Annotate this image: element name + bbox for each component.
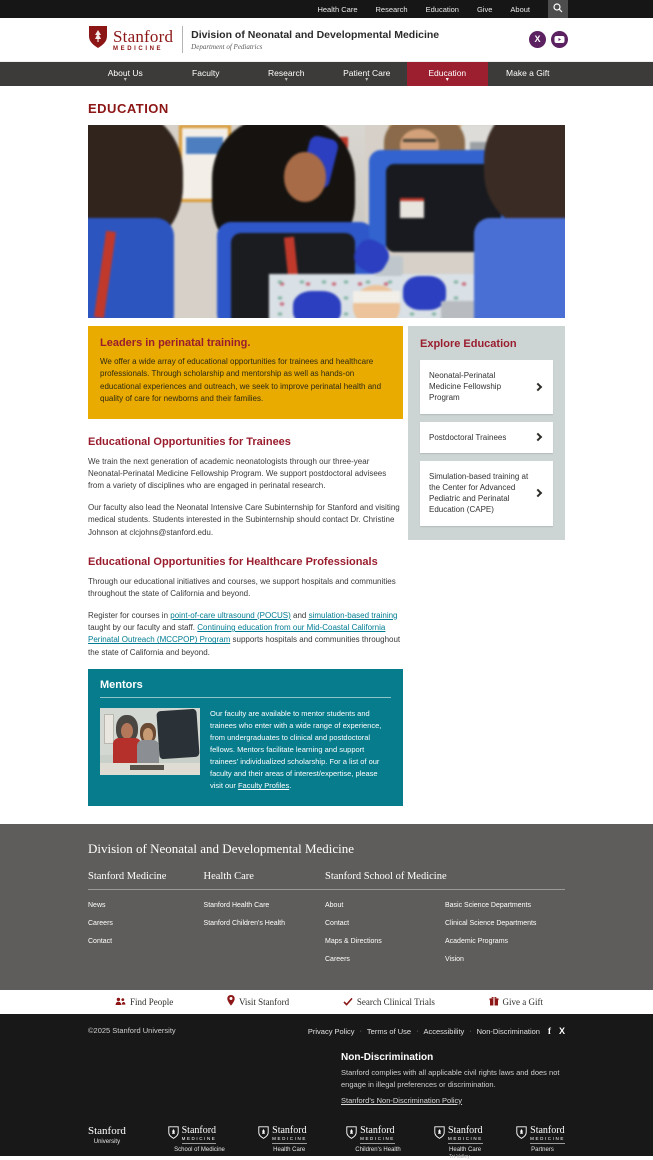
footer-link-item (88, 938, 204, 945)
footer-col-heading: Stanford School of Medicine (325, 871, 447, 883)
logo-subtext: Health Care (273, 1147, 306, 1154)
card-label: Neonatal-Perinatal Medicine Fellowship Program (429, 371, 502, 403)
explore-education-panel (408, 326, 565, 540)
logo-text: MEDICINE (448, 1137, 483, 1145)
main-column (88, 326, 403, 806)
sidebar-card-fellowship[interactable] (420, 360, 553, 414)
search-button[interactable] (548, 0, 568, 18)
logo-text: MEDICINE (530, 1137, 565, 1145)
nav-patient-care[interactable] (327, 62, 408, 86)
nav-label: Research (268, 68, 305, 78)
utility-link-research[interactable]: Research (375, 4, 408, 14)
footer-link-stanford-childrens[interactable]: Stanford Children's Health (203, 920, 286, 928)
footer-division-title: Division of Neonatal and Developmental Medicine (88, 841, 355, 857)
social-links (529, 31, 568, 48)
professionals-paragraph-2 (88, 610, 403, 660)
nav-label: Patient Care (343, 68, 391, 78)
separator: · (469, 1027, 472, 1035)
trainees-paragraph-1: We train the next generation of academic neonatologists through our three-year Neonatal-Perinatal Medicine Fellowship Program. We support postdoctoral advisees from a variety of disciplines who are engaged in perinatal research. (88, 456, 387, 491)
text-segment: Register for courses in (88, 610, 171, 620)
gift-icon (489, 993, 499, 1011)
footer-link-item (204, 920, 325, 927)
utility-bar (0, 0, 653, 18)
global-footer (0, 1014, 653, 1160)
page-content (0, 101, 653, 806)
logo-text: MEDICINE (182, 1137, 217, 1145)
explore-heading: Explore Education (420, 338, 517, 350)
stanford-shield-icon (516, 1126, 527, 1144)
text-segment: supports hospitals and communities throughout the state of California and beyond. (88, 635, 401, 657)
nav-label: Make a Gift (506, 68, 550, 78)
footer-link-item (88, 902, 204, 909)
footer-link-about[interactable]: About (325, 902, 344, 910)
chevron-down-icon: ▾ (123, 77, 127, 83)
wordmark-stanford: Stanford (113, 26, 174, 46)
stanford-shield-icon (434, 1126, 445, 1144)
x-icon: X (534, 34, 541, 44)
sidebar-card-postdoctoral[interactable] (420, 422, 553, 453)
quicklink-label: Find People (130, 997, 174, 1008)
logo-text: Stanford (88, 1124, 126, 1137)
footer-link-basic-science[interactable]: Basic Science Departments (445, 902, 531, 910)
logo-text: Stanford (181, 1124, 217, 1136)
people-icon (115, 993, 126, 1011)
chevron-right-icon (534, 383, 542, 391)
nav-faculty[interactable] (166, 62, 247, 86)
nav-about-us[interactable] (85, 62, 166, 86)
logo-text: University (93, 1138, 121, 1145)
mentors-callout (88, 669, 403, 806)
legal-non-discrimination[interactable]: Non-Discrimination (476, 1026, 540, 1036)
wordmark-medicine: MEDICINE (113, 45, 164, 52)
affiliate-logos (88, 1126, 565, 1160)
masthead (0, 18, 653, 62)
mentors-heading: Mentors (100, 679, 391, 698)
footer-link-stanford-health-care[interactable]: Stanford Health Care (203, 902, 270, 910)
chevron-down-icon: ▾ (445, 77, 449, 83)
nav-label: Education (428, 68, 467, 78)
quicklink-search-clinical-trials[interactable] (343, 993, 435, 1011)
footer-link-item (88, 920, 204, 927)
mentors-body (210, 708, 391, 792)
logo-divider (182, 26, 183, 53)
logo-text: Stanford (360, 1124, 395, 1136)
copyright: ©2025 Stanford University (88, 1026, 176, 1036)
logo-subtext: Tri-Valley (449, 1154, 470, 1160)
footer-col-school-of-medicine (325, 871, 565, 974)
stanford-wordmark (113, 28, 173, 52)
site-identity (191, 29, 439, 51)
utility-link-health-care[interactable]: Health Care (317, 4, 358, 14)
footer-link-item (204, 902, 325, 909)
nav-label: About Us (107, 68, 143, 78)
stanford-shield-icon (88, 25, 108, 54)
nav-make-a-gift[interactable] (488, 62, 569, 86)
stanford-medicine-logo[interactable] (88, 25, 439, 54)
footer-link-item (325, 920, 445, 927)
trainees-heading: Educational Opportunities for Trainees (88, 435, 291, 448)
chevron-down-icon: ▾ (284, 77, 288, 83)
chevron-right-icon (534, 489, 542, 497)
trainees-section (88, 436, 403, 539)
intro-heading: Leaders in perinatal training. (100, 337, 251, 349)
footer-link-item (325, 938, 445, 945)
utility-link-give[interactable]: Give (476, 4, 493, 14)
nav-label: Faculty (192, 68, 220, 78)
text-segment: . (289, 781, 292, 791)
footer-link-maps[interactable]: Maps & Directions (325, 938, 382, 946)
logo-text: MEDICINE (272, 1137, 307, 1145)
logo-subtext: Partners (531, 1147, 554, 1154)
footer-col-heading: Health Care (203, 871, 254, 883)
quicklink-give-a-gift[interactable] (489, 993, 544, 1011)
utility-link-education[interactable]: Education (425, 4, 459, 14)
logo-health-care[interactable] (258, 1126, 307, 1154)
logo-subtext: School of Medicine (174, 1147, 225, 1154)
chevron-down-icon: ▾ (365, 77, 369, 83)
card-label: Postdoctoral Trainees (429, 432, 507, 442)
intro-body: We offer a wide array of educational opportunities for trainees and healthcare professionals. Through scholarship and mentorship as well as hands-on educational experiences and outreach, we seek to improve perinatal health and quality of care for newborns and their families. (100, 357, 382, 404)
search-icon (553, 0, 563, 18)
logo-health-care-tri-valley[interactable] (434, 1126, 483, 1160)
check-icon (343, 993, 353, 1011)
youtube-icon (554, 31, 565, 49)
footer-col-health-care (204, 871, 325, 974)
footer-link-contact[interactable]: Contact (88, 938, 113, 946)
professionals-heading: Educational Opportunities for Healthcare Professionals (88, 555, 378, 568)
quicklink-label: Search Clinical Trials (356, 997, 435, 1008)
quicklink-visit-stanford[interactable] (227, 993, 289, 1011)
footer-link-careers[interactable]: Careers (88, 920, 113, 928)
stanford-shield-icon (346, 1126, 357, 1144)
non-discrimination-block (341, 1052, 571, 1108)
footer-link-careers-som[interactable]: Careers (325, 956, 350, 964)
logo-stanford-university[interactable] (88, 1126, 126, 1145)
stanford-shield-icon (168, 1126, 179, 1144)
nav-research[interactable] (246, 62, 327, 86)
divider (88, 889, 204, 890)
x-social-button[interactable] (529, 31, 546, 48)
intro-callout (88, 326, 403, 419)
professionals-section (88, 556, 403, 659)
hero-scene (88, 125, 565, 318)
logo-childrens-health[interactable] (340, 1126, 401, 1154)
text-segment: Our faculty are available to mentor students and trainees who enter with a wide range of experience, from undergraduates to clinical and postdoctoral fellows. Mentors facilitate learning and support trainees' individualized scholarship. For a list of our faculty and their areas of interest/expertise, please visit our (210, 709, 382, 791)
logo-subtext: Health Care (449, 1147, 482, 1154)
utility-link-about[interactable]: About (510, 4, 530, 14)
logo-text: Stanford (272, 1124, 307, 1136)
facebook-icon[interactable]: f (547, 1026, 551, 1037)
card-label: Simulation-based training at the Center for Advanced Pediatric and Perinatal Education (CAPE) (429, 471, 529, 515)
hero-image (88, 125, 565, 318)
divider (325, 889, 565, 890)
separator: · (416, 1027, 419, 1035)
pocus-link[interactable]: point-of-care ultrasound (POCUS) (170, 610, 291, 620)
logo-text: Stanford (530, 1124, 565, 1136)
sidebar (408, 326, 565, 540)
legal-accessibility[interactable]: Accessibility (423, 1026, 465, 1036)
non-discrimination-policy-link[interactable]: Stanford's Non-Discrimination Policy (341, 1095, 463, 1105)
logo-subtext: Children's Health (355, 1147, 401, 1154)
footer-link-item (325, 956, 445, 963)
sidebar-card-cape[interactable] (420, 461, 553, 526)
text-segment: and (290, 610, 309, 620)
stanford-shield-icon (258, 1126, 269, 1144)
separator: · (359, 1027, 362, 1035)
footer-link-news[interactable]: News (88, 902, 106, 910)
x-icon[interactable]: X (558, 1026, 565, 1037)
simulation-training-link[interactable]: simulation-based training (308, 610, 398, 620)
main-navigation (0, 62, 653, 86)
quicklinks-bar (0, 990, 653, 1014)
legal-terms-of-use[interactable]: Terms of Use (366, 1026, 412, 1036)
legal-privacy-policy[interactable]: Privacy Policy (307, 1026, 355, 1036)
footer-link-item (445, 938, 565, 945)
footer-col-heading: Stanford Medicine (88, 871, 167, 883)
youtube-button[interactable] (551, 31, 568, 48)
text-segment: taught by our faculty and staff. (88, 623, 198, 633)
trainees-paragraph-2: Our faculty also lead the Neonatal Intensive Care Subinternship for Stanford and visiting medical students. Students interested in the Subinternship should contact Dr. Christine Johnson at clcjohns@stanford.edu. (88, 502, 400, 537)
footer-link-item (445, 902, 565, 909)
footer-col-stanford-medicine (88, 871, 204, 974)
non-discrimination-heading: Non-Discrimination (341, 1052, 434, 1064)
faculty-profiles-link[interactable]: Faculty Profiles (237, 781, 290, 791)
footer-link-academic-programs[interactable]: Academic Programs (445, 938, 509, 946)
site-subtitle: Department of Pediatrics (191, 42, 263, 51)
quicklink-label: Visit Stanford (238, 997, 290, 1008)
logo-partners[interactable] (516, 1126, 565, 1154)
footer-link-item (445, 956, 565, 963)
divider (204, 889, 325, 890)
mentors-photo (100, 708, 200, 775)
quicklink-label: Give a Gift (502, 997, 543, 1008)
logo-school-of-medicine[interactable] (159, 1126, 225, 1154)
professionals-paragraph-1: Through our educational initiatives and courses, we support hospitals and communities throughout the state of California and beyond. (88, 576, 396, 599)
footer-link-item (445, 920, 565, 927)
footer-link-vision[interactable]: Vision (445, 956, 464, 964)
page-title: EDUCATION (88, 101, 169, 116)
quicklink-find-people[interactable] (115, 993, 173, 1011)
footer-link-clinical-science[interactable]: Clinical Science Departments (445, 920, 537, 928)
logo-text: MEDICINE (360, 1137, 395, 1145)
footer-link-contact-som[interactable]: Contact (325, 920, 350, 928)
map-pin-icon (227, 993, 235, 1011)
logo-text: Stanford (448, 1124, 483, 1136)
chevron-right-icon (534, 433, 542, 441)
non-discrimination-text: Stanford complies with all applicable civil rights laws and does not engage in illegal preferences or discrimination. (341, 1068, 560, 1089)
site-title: Division of Neonatal and Developmental Medicine (191, 28, 440, 41)
legal-links (308, 1026, 565, 1036)
footer-link-item (325, 902, 445, 909)
footer (0, 824, 653, 990)
mccpop-link[interactable]: Continuing education from our Mid-Coastal California Perinatal Outreach (MCCPOP) Program (88, 623, 386, 645)
nav-education-active[interactable] (407, 62, 488, 86)
